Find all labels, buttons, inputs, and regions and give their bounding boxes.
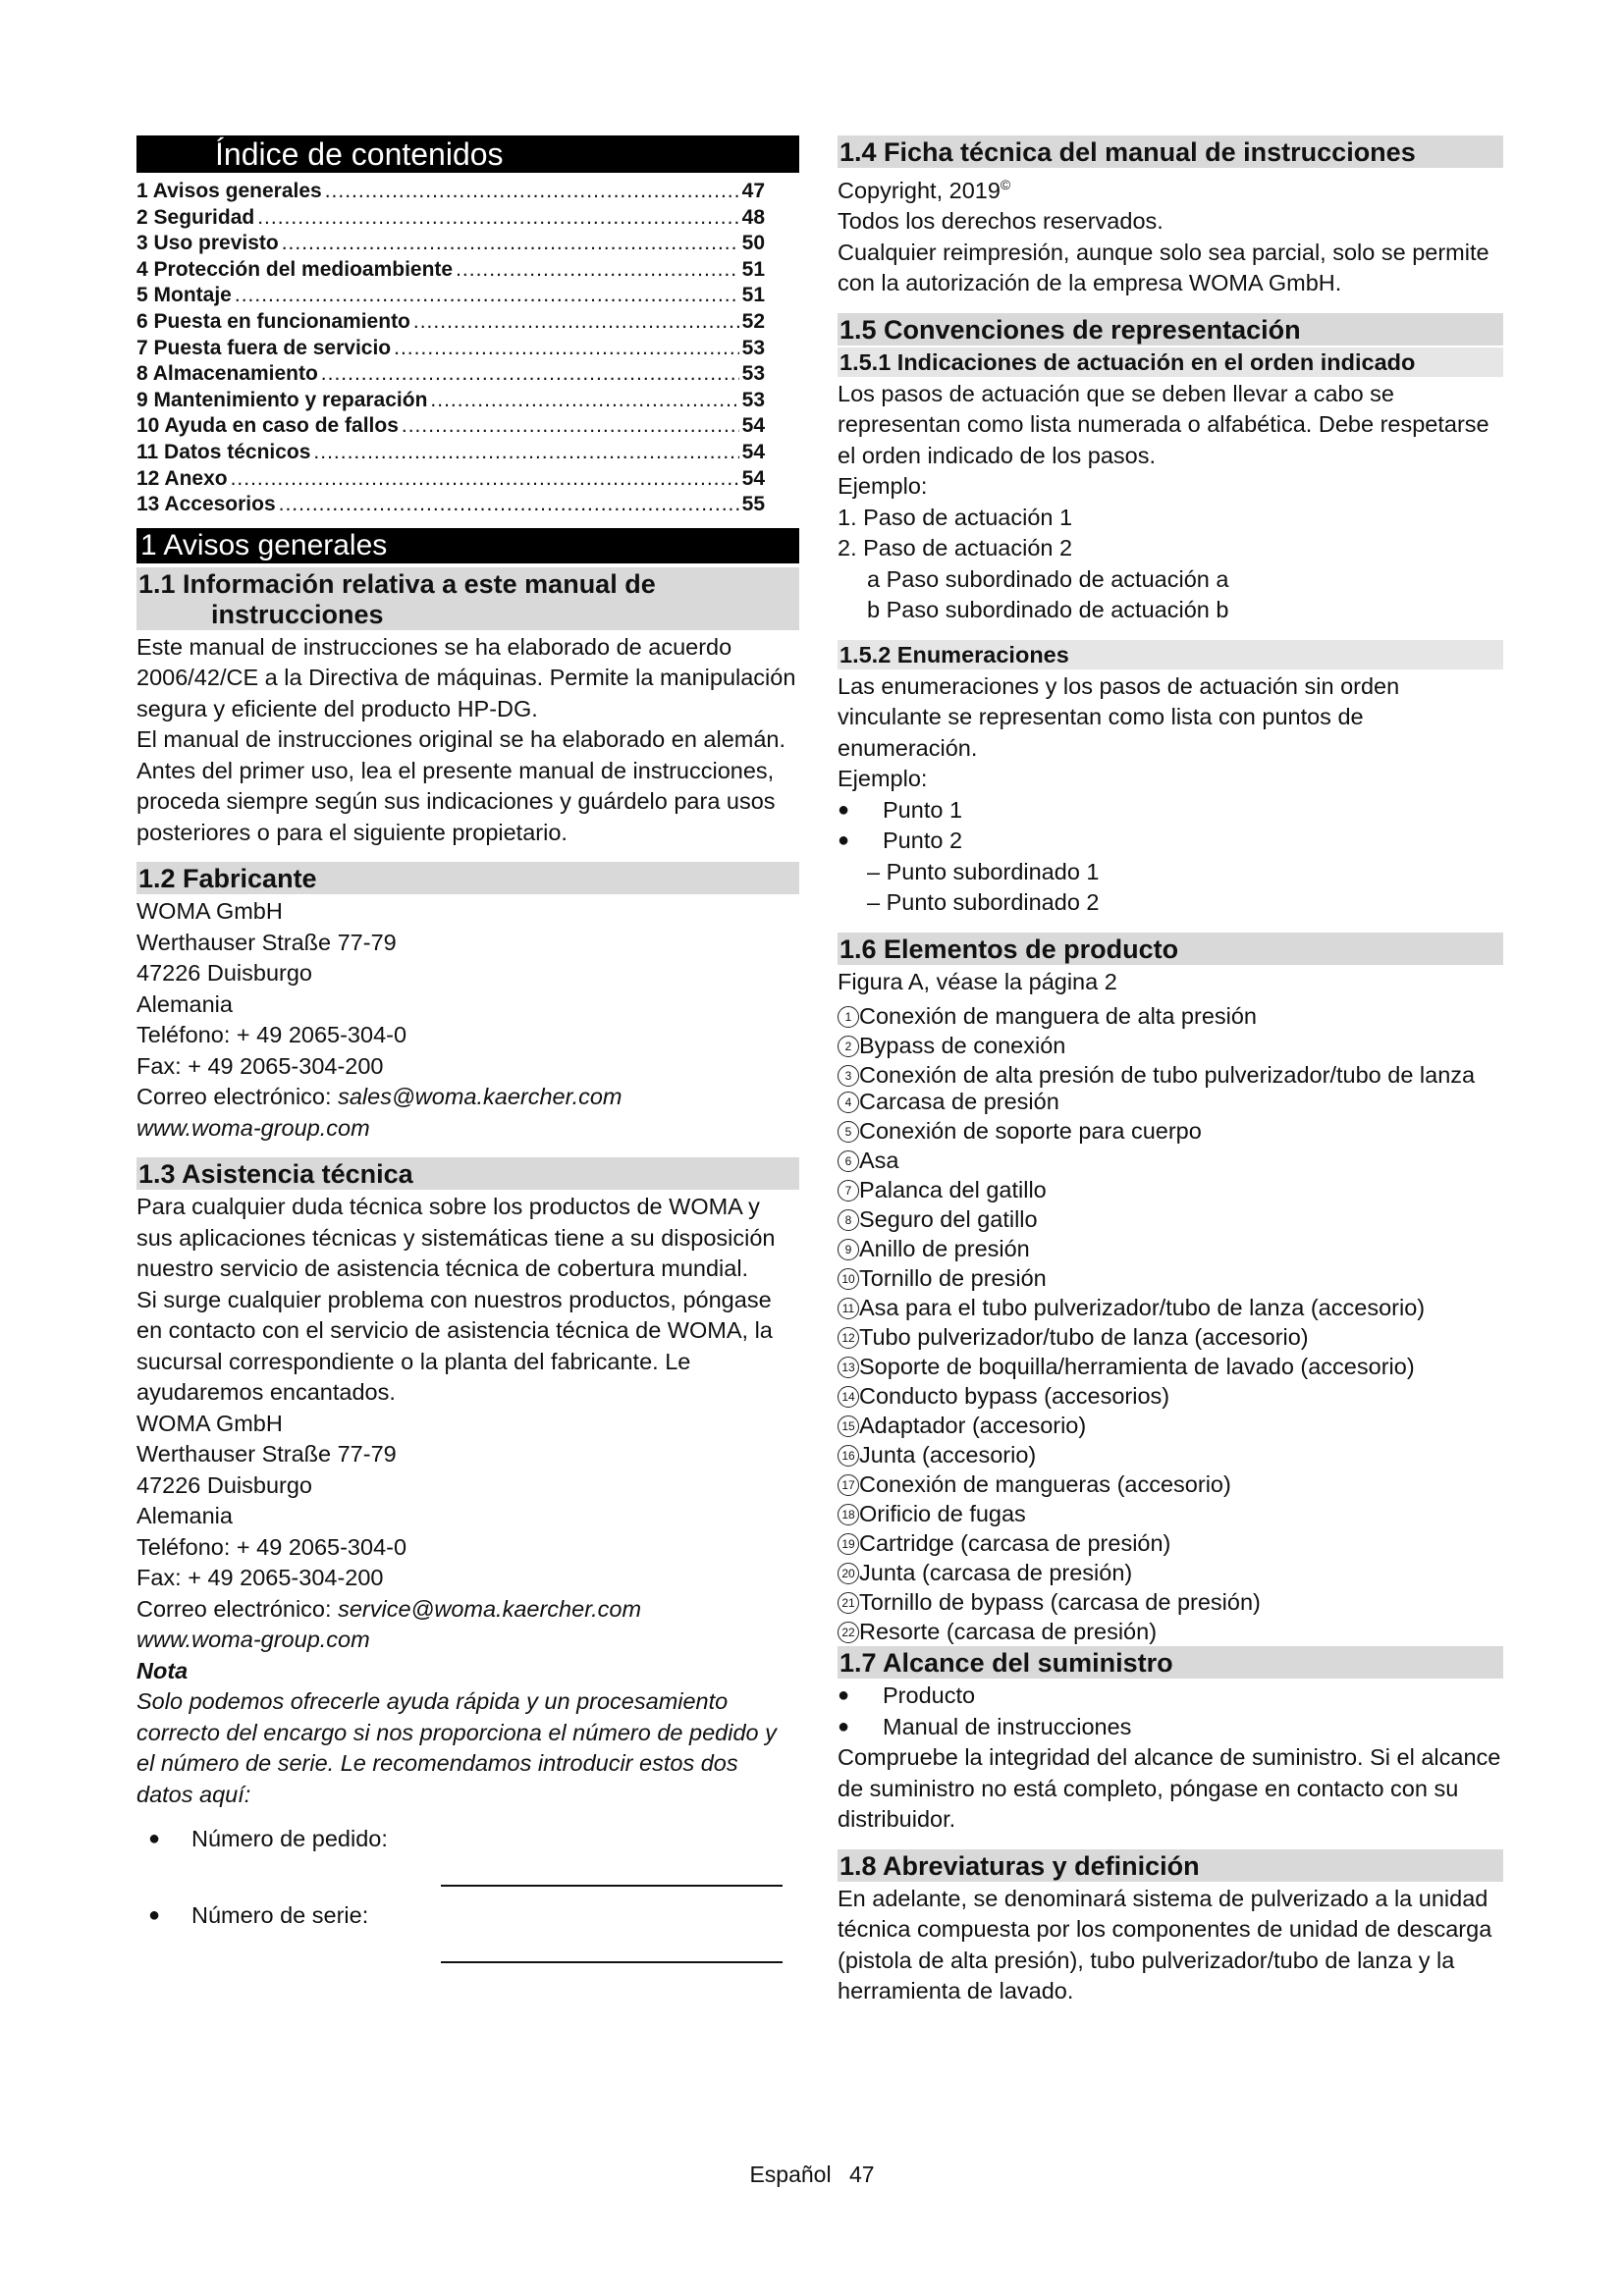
list-item: 12 Tubo pulverizador/tubo de lanza (accesorio) [838, 1322, 1503, 1352]
list-item: 4 Carcasa de presión [838, 1087, 1503, 1116]
list-item: 6 Asa [838, 1146, 1503, 1175]
bullet-icon: ● [838, 1684, 850, 1707]
list-item: 11 Asa para el tubo pulverizador/tubo de lanza (accesorio) [838, 1293, 1503, 1322]
list-item: 8 Seguro del gatillo [838, 1204, 1503, 1234]
sub-step: a Paso subordinado de actuación a [867, 565, 1229, 592]
number-badge: 12 [838, 1327, 859, 1349]
list-item: 17 Conexión de mangueras (accesorio) [838, 1469, 1503, 1499]
list-item: 18 Orificio de fugas [838, 1499, 1503, 1528]
section-1-8-heading: 1.8 Abreviaturas y definición [838, 1849, 1503, 1882]
list-item: 10 Tornillo de presión [838, 1263, 1503, 1293]
section-1-3-heading: 1.3 Asistencia técnica [136, 1157, 799, 1190]
paragraph: Los pasos de actuación que se deben llevar a cabo se representan como lista numerada o alfabética. Debe respetarse el orden indicado de los pasos. [838, 380, 1489, 468]
list-item: 2 Bypass de conexión [838, 1031, 1503, 1060]
order-number-blank[interactable] [441, 1885, 783, 1887]
list-item: 3 Conexión de alta presión de tubo pulverizador/tubo de lanza [838, 1060, 1503, 1087]
paragraph: Para cualquier duda técnica sobre los productos de WOMA y sus aplicaciones técnicas y sistemáticas tiene a su disposición nuestro servicio de asistencia técnica de cobertura mundial. [136, 1194, 776, 1282]
bullet-icon: ● [838, 1715, 850, 1737]
number-badge: 16 [838, 1445, 859, 1467]
number-badge: 1 [838, 1006, 859, 1028]
sub-list-item: – Punto subordinado 1 [867, 858, 1100, 884]
toc-item[interactable]: 11 Datos técnicos ..... 54 [136, 440, 765, 466]
toc-item[interactable]: 5 Montaje ..... 51 [136, 283, 765, 309]
sales-email-link[interactable]: sales@woma.kaercher.com [338, 1084, 623, 1110]
note-text: Solo podemos ofrecerle ayuda rápida y un procesamiento correcto del encargo si nos proporciona el número de pedido y el número de serie. Le recomendamos introducir estos dos datos aquí: [136, 1688, 777, 1807]
manufacturer-address: WOMA GmbH Werthauser Straße 77-79 47226 Duisburgo Alemania Teléfono: + 49 2065-304-0 Fax: + 49 2065-304-200 Correo electrónico: sales@woma.kaercher.com www.woma-group.com [136, 896, 799, 1144]
list-item: ● Producto [838, 1681, 1503, 1712]
numbered-step: 1. Paso de actuación 1 [838, 504, 1073, 530]
bullet-icon: ● [838, 829, 850, 852]
toc-item[interactable]: 10 Ayuda en caso de fallos ..... 54 [136, 413, 765, 440]
paragraph: En adelante, se denominará sistema de pulverizado a la unidad técnica compuesta por los componentes de unidad de descarga (pistola de alta presión), tubo pulverizador/tubo de lanza y la herramienta de lavado. [838, 1885, 1492, 2004]
paragraph: Antes del primer uso, lea el presente manual de instrucciones, proceda siempre según sus indicaciones y guárdelo para usos posteriores o para el siguiente propietario. [136, 757, 776, 845]
number-badge: 5 [838, 1121, 859, 1143]
note-title: Nota [136, 1657, 189, 1683]
number-badge: 3 [838, 1065, 859, 1087]
number-badge: 20 [838, 1563, 859, 1584]
list-item: 16 Junta (accesorio) [838, 1440, 1503, 1469]
toc-title: Índice de contenidos [136, 135, 799, 173]
list-item: 1 Conexión de manguera de alta presión [838, 1001, 1503, 1031]
serial-number-blank[interactable] [441, 1961, 783, 1963]
section-1-7-heading: 1.7 Alcance del suministro [838, 1646, 1503, 1679]
paragraph: El manual de instrucciones original se ha elaborado en alemán. [136, 726, 786, 753]
section-1-4-heading: 1.4 Ficha técnica del manual de instrucciones [838, 135, 1503, 168]
order-number-field: ● Número de pedido: [136, 1820, 799, 1896]
number-badge: 11 [838, 1298, 859, 1319]
sub-list-item: – Punto subordinado 2 [867, 889, 1100, 916]
page-footer [0, 2162, 1624, 2188]
product-elements-list [838, 1001, 1503, 1646]
list-item: 5 Conexión de soporte para cuerpo [838, 1116, 1503, 1146]
service-email-link[interactable]: service@woma.kaercher.com [338, 1595, 642, 1622]
list-item: ● Punto 1 [838, 795, 1503, 827]
bullet-icon: ● [838, 798, 850, 821]
toc-item[interactable]: 13 Accesorios ..... 55 [136, 492, 765, 518]
number-badge: 15 [838, 1415, 859, 1437]
bullet-icon: ● [148, 1904, 161, 1927]
paragraph: Si surge cualquier problema con nuestros productos, póngase en contacto con el servicio de asistencia técnica de WOMA, la sucursal correspondiente o la planta del fabricante. Le ayudaremos encantados. [136, 1286, 773, 1406]
service-address: WOMA GmbH Werthauser Straße 77-79 47226 Duisburgo Alemania Teléfono: + 49 2065-304-0 Fax: + 49 2065-304-200 Correo electrónico: service@woma.kaercher.com www.woma-group.com [136, 1409, 799, 1656]
website-link[interactable]: www.woma-group.com [136, 1627, 370, 1653]
page-number: 47 [848, 2162, 875, 2187]
toc-item[interactable]: 6 Puesta en funcionamiento ..... 52 [136, 309, 765, 336]
number-badge: 14 [838, 1386, 859, 1408]
numbered-step: 2. Paso de actuación 2 [838, 535, 1073, 561]
section-1-5-2-heading: 1.5.2 Enumeraciones [838, 640, 1503, 669]
copyright: Copyright, 2019© [838, 177, 1011, 203]
list-item: 22 Resorte (carcasa de presión) [838, 1617, 1503, 1646]
toc-list [136, 179, 799, 518]
list-item: 9 Anillo de presión [838, 1234, 1503, 1263]
sub-step: b Paso subordinado de actuación b [867, 597, 1229, 623]
list-item: 20 Junta (carcasa de presión) [838, 1558, 1503, 1587]
paragraph: Todos los derechos reservados. [838, 208, 1164, 235]
list-item: 21 Tornillo de bypass (carcasa de presión) [838, 1587, 1503, 1617]
list-item: 7 Palanca del gatillo [838, 1175, 1503, 1204]
right-column: 1.4 Ficha técnica del manual de instrucciones Copyright, 2019© Todos los derechos reservados. Cualquier reimpresión, aunque solo sea parcial, solo se permite con la autorización de la empresa WOMA GmbH. 1.5 Convenciones de representación 1.5.1 Indicaciones de actuación en el orden indicado Los pasos de actuación que se deben llevar a cabo se representan como lista numerada o alfabética. Debe respetarse el orden indicado de los pasos. Ejemplo: 1. Paso de actuación 1 2. Paso de actuación 2 a Paso subordinado de actuación a b Paso subordinado de actuación b 1.5.2 Enumeraciones Las enumeraciones y los pasos de actuación sin orden vinculante se representan como lista con puntos de enumeración. Ejemplo: ● Punto 1 ● Punto 2 – Punto subordinado 1 – Punto subordinado 2 1.6 Elementos de producto Figura A, véase la página 2 1 Conexión de manguera de alta presión 2 Bypass de conexión 3 Conexión de alta presión de tubo pulverizador/tubo de lanza 4 Carcasa de presión 5 Conexión de soporte para cuerpo 6 Asa 7 Palanca del gatillo 8 Seguro del gatillo 9 Anillo de presión 10 Tornillo de presión 11 Asa para el tubo pulverizador/tubo de lanza (accesorio) 12 Tubo pulverizador/tubo de lanza (accesorio) 13 Soporte de boquilla/herramienta de lavado (accesorio) 14 Conducto bypass (accesorios) 15 Adaptador (accesorio) 16 Junta (accesorio) 17 Conexión de mangueras (accesorio) 18 Orificio de fugas 19 Cartridge (carcasa de presión) 20 Junta (carcasa de presión) 21 Tornillo de bypass (carcasa de presión) 22 Resorte (carcasa de presión) 1.7 Alcance del suministro ● Producto ● Manual de instrucciones Compruebe la integridad del alcance de suministro. Si el alcance de suministro no está completo, póngase en contacto con su distribuidor. 1.8 Abreviaturas y definición En adelante, se denominará sistema de pulverizado a la unidad técnica compuesta por los componentes de unidad de descarga (pistola de alta presión), tubo pulverizador/tubo de lanza y la herramienta de lavado. [838, 135, 1503, 2007]
number-badge: 18 [838, 1504, 859, 1525]
number-badge: 9 [838, 1239, 859, 1260]
section-1-5-1-heading: 1.5.1 Indicaciones de actuación en el orden indicado [838, 347, 1503, 377]
paragraph: Compruebe la integridad del alcance de suministro. Si el alcance de suministro no está completo, póngase en contacto con su distribuidor. [838, 1744, 1501, 1833]
number-badge: 6 [838, 1150, 859, 1172]
number-badge: 8 [838, 1209, 859, 1231]
figure-reference: Figura A, véase la página 2 [838, 968, 1117, 994]
list-item: 19 Cartridge (carcasa de presión) [838, 1528, 1503, 1558]
number-badge: 13 [838, 1357, 859, 1378]
toc-item[interactable]: 4 Protección del medioambiente ..... 51 [136, 257, 765, 284]
toc-item[interactable]: 12 Anexo ..... 54 [136, 466, 765, 493]
website-link[interactable]: www.woma-group.com [136, 1114, 370, 1141]
toc-item[interactable]: 1 Avisos generales ..... 47 [136, 179, 765, 205]
list-item: 14 Conducto bypass (accesorios) [838, 1381, 1503, 1411]
section-1-heading: 1 Avisos generales [136, 528, 799, 563]
number-badge: 22 [838, 1622, 859, 1643]
list-item: ● Punto 2 [838, 826, 1503, 857]
section-1-2-heading: 1.2 Fabricante [136, 862, 799, 894]
section-1-6-heading: 1.6 Elementos de producto [838, 933, 1503, 965]
left-column [136, 135, 799, 1973]
section-1-1-heading: 1.1 Información relativa a este manual de instrucciones [136, 567, 799, 630]
list-item: ● Manual de instrucciones [838, 1712, 1503, 1743]
number-badge: 2 [838, 1036, 859, 1057]
serial-number-field: ● Número de serie: [136, 1896, 799, 1973]
toc-item[interactable]: 2 Seguridad ..... 48 [136, 205, 765, 232]
number-badge: 10 [838, 1268, 859, 1290]
number-badge: 19 [838, 1533, 859, 1555]
bullet-icon: ● [148, 1828, 161, 1850]
number-badge: 21 [838, 1592, 859, 1614]
toc-item[interactable]: 7 Puesta fuera de servicio ..... 53 [136, 336, 765, 362]
footer-language: Español [749, 2162, 832, 2187]
paragraph: Este manual de instrucciones se ha elaborado de acuerdo 2006/42/CE a la Directiva de máquinas. Permite la manipulación segura y eficiente del producto HP-DG. [136, 633, 796, 721]
list-item: 13 Soporte de boquilla/herramienta de lavado (accesorio) [838, 1352, 1503, 1381]
paragraph: Cualquier reimpresión, aunque solo sea parcial, solo se permite con la autorización de la empresa WOMA GmbH. [838, 239, 1489, 296]
toc-item[interactable]: 8 Almacenamiento ..... 53 [136, 361, 765, 388]
toc-item[interactable]: 9 Mantenimiento y reparación ..... 53 [136, 388, 765, 414]
number-badge: 7 [838, 1180, 859, 1201]
section-1-5-heading: 1.5 Convenciones de representación [838, 313, 1503, 346]
number-badge: 4 [838, 1092, 859, 1113]
number-badge: 17 [838, 1474, 859, 1496]
toc-item[interactable]: 3 Uso previsto ..... 50 [136, 231, 765, 257]
paragraph: Las enumeraciones y los pasos de actuación sin orden vinculante se representan como lista con puntos de enumeración. [838, 672, 1400, 761]
list-item: 15 Adaptador (accesorio) [838, 1411, 1503, 1440]
